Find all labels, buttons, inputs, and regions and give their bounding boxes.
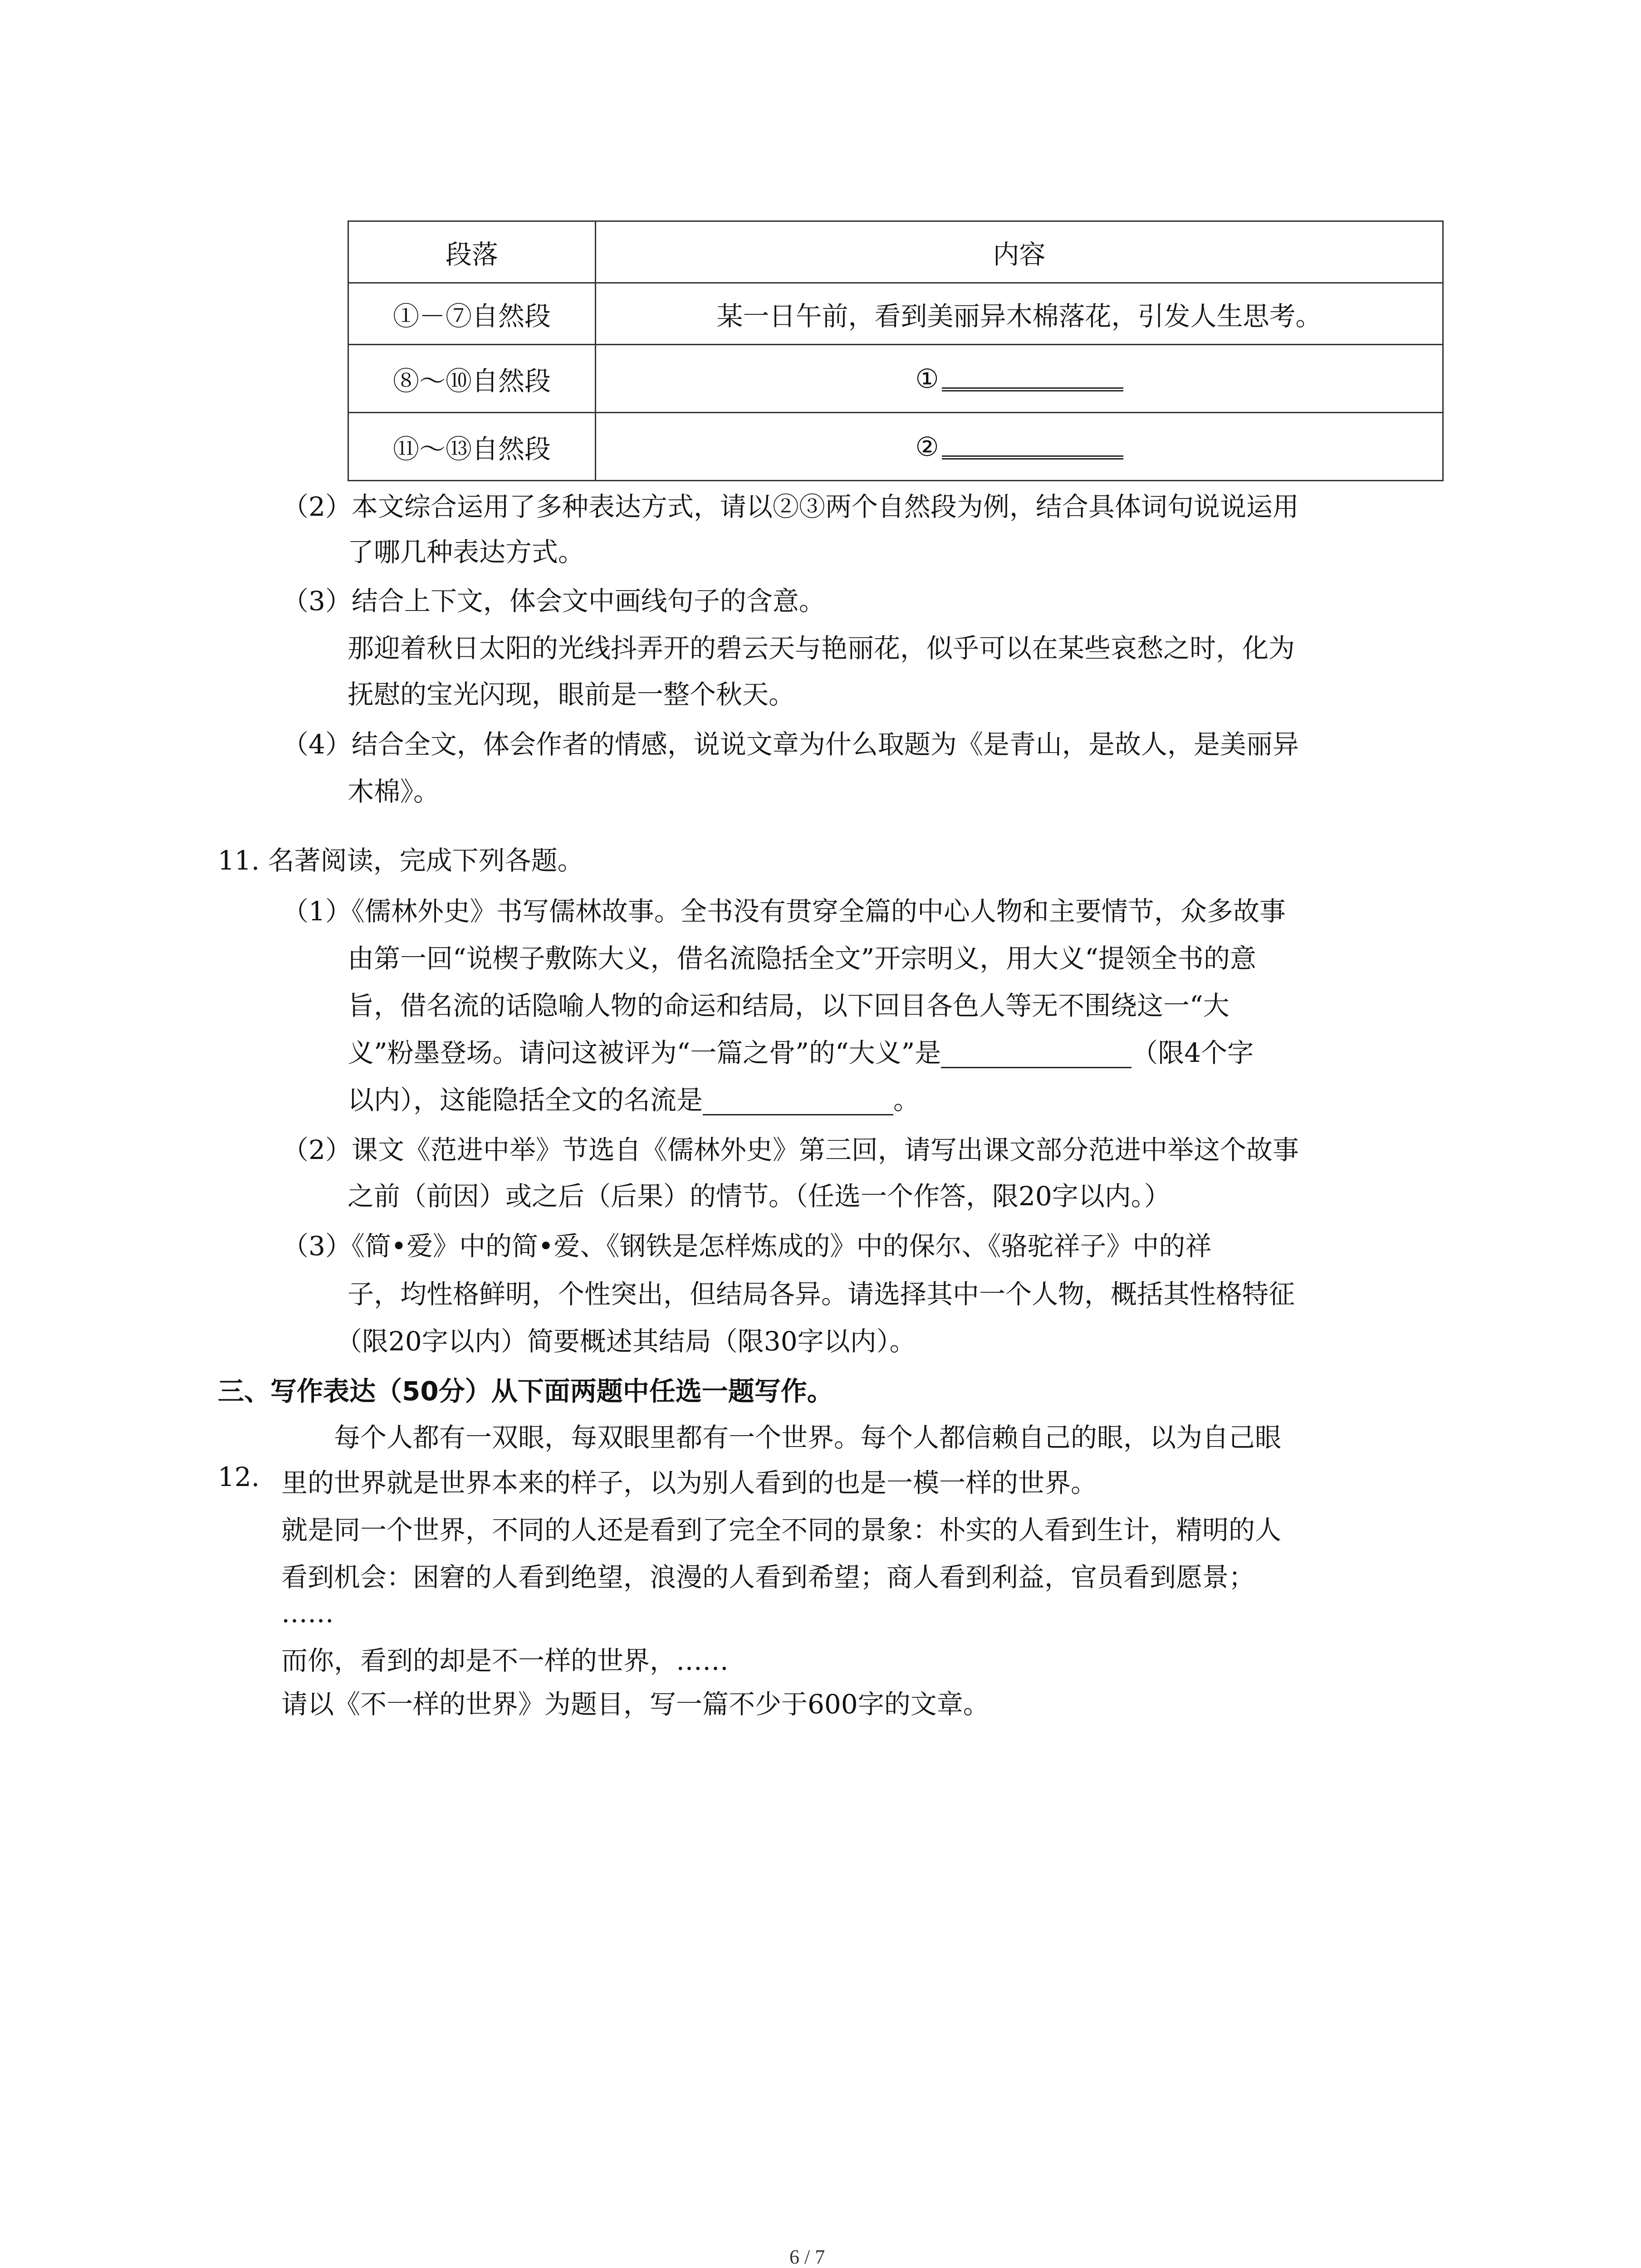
blank-label: ② — [915, 431, 939, 462]
header-paragraph: 段落 — [348, 221, 596, 283]
q11-part1-line4 — [348, 1031, 1254, 1070]
table-row — [348, 413, 1443, 481]
q11-heading: 11. 名著阅读，完成下列各题。 — [218, 845, 584, 876]
q10-part2-line1: （2）本文综合运用了多种表达方式，请以②③两个自然段为例，结合具体词句说说运用 — [282, 491, 1299, 522]
q10-part4-line1: （4）结合全文，体会作者的情感，说说文章为什么取题为《是青山，是故人，是美丽异 — [282, 729, 1299, 760]
paragraph-outline-table — [348, 220, 1444, 481]
table-row — [348, 283, 1443, 345]
row-content: 某一日午前，看到美丽异木棉落花，引发人生思考。 — [596, 283, 1443, 345]
q11-part1-line1: （1）《儒林外史》书写儒林故事。全书没有贯穿全篇的中心人物和主要情节，众多故事 — [282, 896, 1286, 927]
prompt-line1: 每个人都有一双眼，每双眼里都有一个世界。每个人都信赖自己的眼，以为自己眼 — [334, 1422, 1282, 1453]
q11-part1-line4-tail: （限4个字 — [1132, 1037, 1254, 1068]
answer-blank-dayi[interactable] — [941, 1040, 1132, 1068]
q11-part3-line3: （限20字以内）简要概述其结局（限30字以内）。 — [336, 1326, 916, 1357]
row-content — [596, 413, 1443, 481]
q11-part1-line4-text: 义”粉墨登场。请问这被评为“一篇之骨”的“大义”是 — [348, 1037, 941, 1068]
q11-part3-line2: 子，均性格鲜明，个性突出，但结局各异。请选择其中一个人物，概括其性格特征 — [348, 1279, 1295, 1310]
prompt-line2: 里的世界就是世界本来的样子，以为别人看到的也是一模一样的世界。 — [281, 1467, 1097, 1498]
q11-part2-line2: 之前（前因）或之后（后果）的情节。（任选一个作答，限20字以内。） — [348, 1181, 1171, 1212]
section3-title: 三、写作表达（50分）从下面两题中任选一题写作。 — [218, 1376, 833, 1407]
page-number: 6 / 7 — [789, 2246, 825, 2268]
header-content: 内容 — [596, 221, 1443, 283]
q11-part1-line2: 由第一回“说楔子敷陈大义，借名流隐括全文”开宗明义，用大义“提领全书的意 — [348, 943, 1256, 974]
table-row — [348, 345, 1443, 413]
q11-part1-line5-text: 以内），这能隐括全文的名流是 — [348, 1085, 703, 1115]
blank-label: ① — [915, 363, 939, 394]
q10-part4-line2: 木棉》。 — [348, 776, 440, 807]
row-content — [596, 345, 1443, 413]
q11-part1-line3: 旨，借名流的话隐喻人物的命运和结局，以下回目各色人等无不围绕这一“大 — [348, 990, 1230, 1021]
answer-blank-mingliu[interactable] — [703, 1087, 893, 1115]
answer-blank[interactable] — [942, 377, 1123, 391]
prompt-line7: 请以《不一样的世界》为题目，写一篇不少于600字的文章。 — [281, 1689, 989, 1720]
question-number-12: 12. — [218, 1461, 260, 1492]
prompt-line6: 而你，看到的却是不一样的世界，…… — [281, 1645, 729, 1676]
q11-part3-line1: （3）《简•爱》中的简•爱、《钢铁是怎样炼成的》中的保尔、《骆驼祥子》中的祥 — [282, 1231, 1212, 1261]
answer-blank[interactable] — [942, 445, 1123, 459]
row-para: ⑧～⑩自然段 — [348, 345, 596, 413]
q10-part2-line2: 了哪几种表达方式。 — [348, 537, 585, 567]
table-header-row — [348, 221, 1443, 283]
prompt-line5: …… — [281, 1598, 334, 1628]
q10-part3-line3: 抚慰的宝光闪现，眼前是一整个秋天。 — [348, 679, 795, 710]
q10-part3-line2: 那迎着秋日太阳的光线抖弄开的碧云天与艳丽花，似乎可以在某些哀愁之时，化为 — [348, 633, 1295, 664]
row-para: ①－⑦自然段 — [348, 283, 596, 345]
q11-part1-line5 — [348, 1079, 920, 1117]
q10-part3-line1: （3）结合上下文，体会文中画线句子的含意。 — [282, 586, 825, 616]
prompt-line3: 就是同一个世界，不同的人还是看到了完全不同的景象：朴实的人看到生计，精明的人 — [281, 1515, 1282, 1545]
q11-part2-line1: （2）课文《范进中举》节选自《儒林外史》第三回，请写出课文部分范进中举这个故事 — [282, 1134, 1299, 1165]
prompt-line4: 看到机会：困窘的人看到绝望，浪漫的人看到希望；商人看到利益，官员看到愿景； — [281, 1562, 1255, 1593]
q11-part1-line5-tail: 。 — [893, 1085, 920, 1115]
row-para: ⑪～⑬自然段 — [348, 413, 596, 481]
